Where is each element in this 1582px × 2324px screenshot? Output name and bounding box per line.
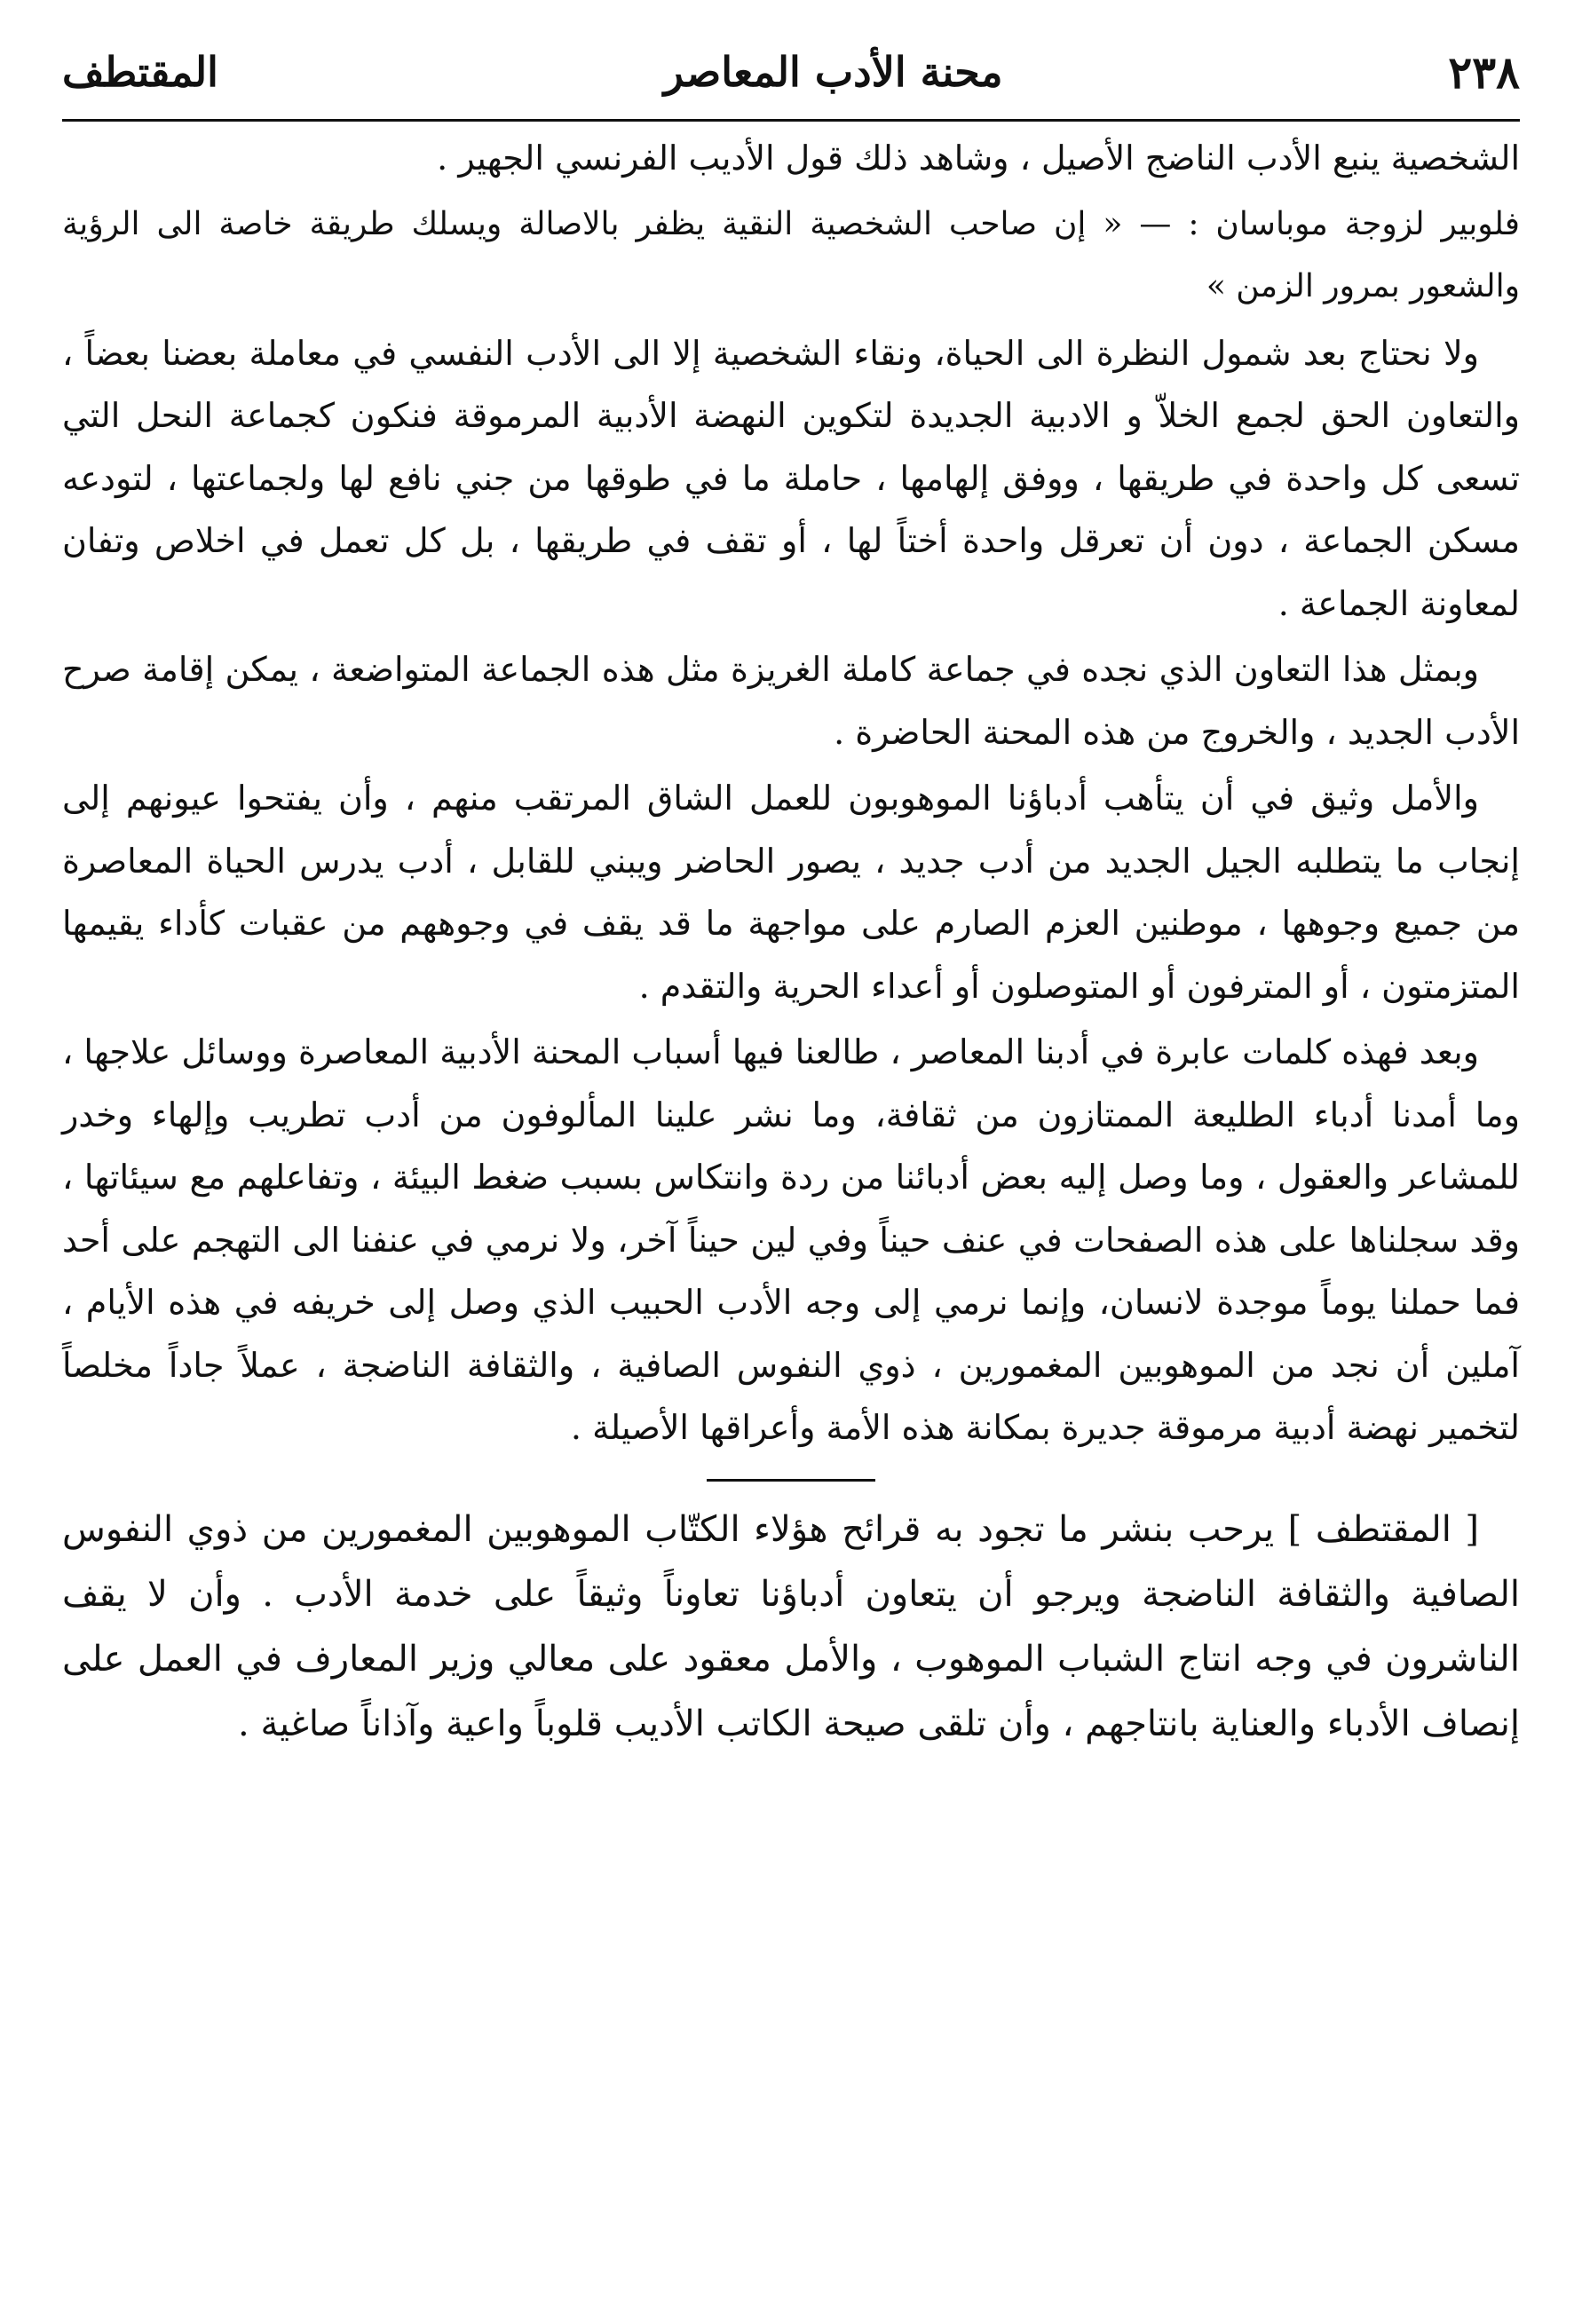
paragraph-1: الشخصية ينبع الأدب الناضج الأصيل ، وشاهد ذلك قول الأديب الفرنسي الجهير . — [437, 138, 1520, 178]
paragraph-5: والأمل وثيق في أن يتأهب أدباؤنا الموهوبون للعمل الشاق المرتقب منهم ، وأن يفتحوا عيونهم إلى إنجاب ما يتطلبه الجيل الجديد من أدب جديد ، يصور الحاضر ويبني للقابل ، أدب يدرس الحياة المعاصرة من جميع وجوهها ، موطنين العزم الصارم على مواجهة ما قد يقف في وجوههم من عقبات كأداء يقيمها المتزمتون ، أو المترفون أو المتوصلون أو أعداء الحرية والتقدم . — [62, 779, 1520, 1006]
paragraph-6: وبعد فهذه كلمات عابرة في أدبنا المعاصر ، طالعنا فيها أسباب المحنة الأدبية المعاصرة ووسائل علاجها ، وما أمدنا أدباء الطليعة الممتازون من ثقافة، وما نشر علينا المألوفون من أدب تطريب وإلهاء وخدر للمشاعر والعقول ، وما وصل إليه بعض أدبائنا من ردة وانتكاس بسبب ضغط البيئة ، وتفاعلهم مع سيئاتها ، وقد سجلناها على هذه الصفحات في عنف حيناً وفي لين حيناً آخر، ولا نرمي في عنفنا الى التهجم على أحد فما حملنا يوماً موجدة لانسان، وإنما نرمي إلى وجه الأدب الحبيب الذي وصل إلى خريفه في هذه الأيام ، آملين أن نجد من الموهوبين المغمورين ، ذوي النفوس الصافية ، والثقافة الناضجة ، عملاً جاداً مخلصاً لتخمير نهضة أدبية مرموقة جديرة بمكانة هذه الأمة وأعراقها الأصيلة . — [62, 1032, 1520, 1447]
journal-name: المقتطف — [62, 48, 218, 96]
paragraph-4: وبمثل هذا التعاون الذي نجده في جماعة كاملة الغريزة مثل هذه الجماعة المتواضعة ، يمكن إقامة صرح الأدب الجديد ، والخروج من هذه المحنة الحاضرة . — [62, 650, 1520, 752]
section-title: محنة الأدب المعاصر — [663, 48, 1003, 96]
section-divider — [707, 1479, 875, 1482]
editor-note: [ المقتطف ] يرحب بنشر ما تجود به قرائح هؤلاء الكتّاب الموهوبين المغمورين من ذوي النفوس الصافية والثقافة الناضجة ويرجو أن يتعاون أدباؤنا تعاوناً وثيقاً على خدمة الأدب . وأن لا يقف الناشرون في وجه انتاج الشباب الموهوب ، والأمل معقود على معالي وزير المعارف في العمل على إنصاف الأدباء والعناية بانتاجهم ، وأن تلقى صيحة الكاتب الأديب قلوباً واعية وآذاناً صاغية . — [62, 1508, 1520, 1744]
page-number: ٢٣٨ — [1448, 45, 1520, 99]
paragraph-3: ولا نحتاج بعد شمول النظرة الى الحياة، ونقاء الشخصية إلا الى الأدب النفسي في معاملة بعضنا بعضاً ، والتعاون الحق لجمع الخلاّ و الادبية الجديدة لتكوين النهضة الأدبية المرموقة فنكون كجماعة النحل التي تسعى كل واحدة في طريقها ، ووفق إلهامها ، حاملة ما في طوقها من جني نافع لها ولجماعتها ، لتودعه مسكن الجماعة ، دون أن تعرقل واحدة أختاً لها ، أو تقف في طريقها ، بل كل تعمل في اخلاص وتفان لمعاونة الجماعة . — [62, 333, 1520, 623]
paragraph-2-quote: فلوبير لزوجة موباسان : — « إن صاحب الشخصية النقية يظفر بالاصالة ويسلك طريقة خاصة الى الرؤية والشعور بمرور الزمن » — [62, 205, 1520, 304]
article-body — [62, 127, 1520, 1459]
running-header — [62, 36, 1520, 108]
document-page — [62, 36, 1520, 2290]
header-rule — [62, 119, 1520, 122]
